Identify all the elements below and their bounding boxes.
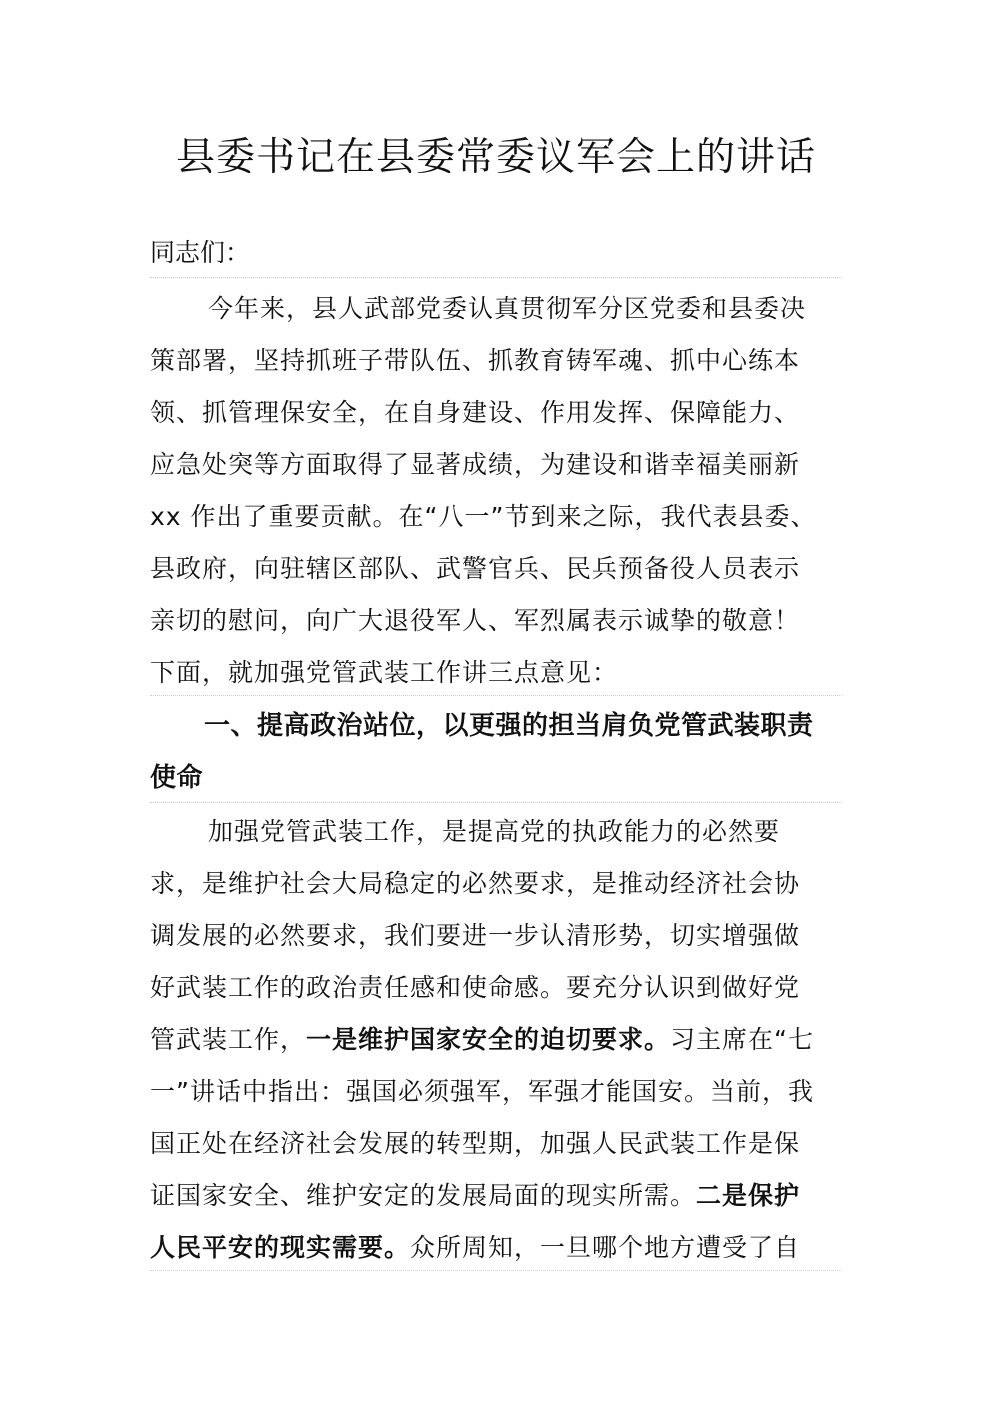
emphasis-text: 二是保护 <box>696 1181 801 1210</box>
section-heading <box>150 700 842 804</box>
text-line <box>150 1170 842 1222</box>
text-line: 下面，就加强党管武装工作讲三点意见： <box>150 658 619 687</box>
text-line: 好武装工作的政治责任感和使命感。要充分认识到做好党 <box>150 973 801 1002</box>
emphasis-text: 人民平安的现实需要。 <box>150 1233 411 1262</box>
text-line <box>150 1014 842 1066</box>
text-line: 加强党管武装工作，是提高党的执政能力的必然要 <box>208 817 781 846</box>
heading-line: 使命 <box>150 763 204 793</box>
body-paragraph <box>150 806 842 1274</box>
emphasis-text: 一是维护国家安全的迫切要求。 <box>306 1025 671 1054</box>
text-line: 策部署，坚持抓班子带队伍、抓教育铸军魂、抓中心练本 <box>150 346 801 375</box>
text-line: xx 作出了重要贡献。在“八一”节到来之际，我代表县委、 <box>150 502 817 531</box>
text-run: 证国家安全、维护安定的发展局面的现实所需。 <box>150 1181 697 1210</box>
divider <box>150 695 842 696</box>
intro-paragraph <box>150 283 842 699</box>
text-line <box>150 1222 842 1274</box>
heading-line: 一、提高政治站位，以更强的担当肩负党管武装职责 <box>204 711 814 741</box>
divider <box>150 1270 842 1271</box>
text-line: 应急处突等方面取得了显著成绩，为建设和谐幸福美丽新 <box>150 450 801 479</box>
text-line: 领、抓管理保安全，在自身建设、作用发挥、保障能力、 <box>150 398 801 427</box>
text-line: 今年来，县人武部党委认真贯彻军分区党委和县委决 <box>208 294 807 323</box>
text-run: 众所周知，一旦哪个地方遭受了自 <box>410 1233 801 1262</box>
divider <box>150 277 842 278</box>
text-line: 一”讲话中指出：强国必须强军，军强才能国安。当前，我 <box>150 1077 814 1106</box>
divider <box>150 802 842 803</box>
text-line: 县政府，向驻辖区部队、武警官兵、民兵预备役人员表示 <box>150 554 801 583</box>
text-line: 调发展的必然要求，我们要进一步认清形势，切实增强做 <box>150 921 801 950</box>
salutation: 同志们： <box>150 238 251 267</box>
text-line: 国正处在经济社会发展的转型期，加强人民武装工作是保 <box>150 1129 801 1158</box>
text-line: 亲切的慰问，向广大退役军人、军烈属表示诚挚的敬意！ <box>150 606 801 635</box>
text-line: 求，是维护社会大局稳定的必然要求，是推动经济社会协 <box>150 869 801 898</box>
text-run: 管武装工作， <box>150 1025 307 1054</box>
document-title: 县委书记在县委常委议军会上的讲话 <box>175 135 816 180</box>
text-run: 习主席在“七 <box>670 1025 814 1054</box>
